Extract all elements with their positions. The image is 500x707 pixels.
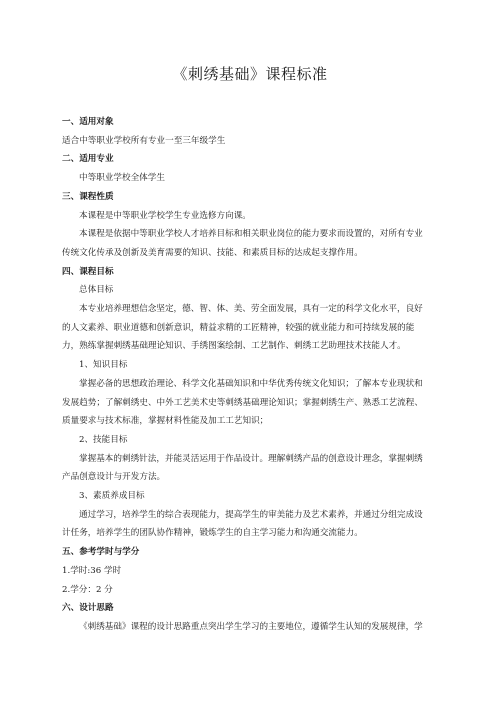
paragraph-line: 本课程是依据中等职业学校人才培养目标和相关职业岗位的能力要求而设置的，对所有专业 [79,229,423,240]
paragraph-line: 掌握基本的刺绣针法，并能灵活运用于作品设计。理解刺绣产品的创意设计理念，掌握刺绣 [79,453,423,464]
knowledge-goal-label: 1、知识目标 [79,360,128,371]
quality-goal-paragraph [62,506,448,543]
paragraph-line: 本专业培养理想信念坚定，德、智、体、美、劳全面发展，具有一定的科学文化水平，良好 [79,304,423,315]
overall-goal-label: 总体目标 [79,285,114,296]
paragraph-line: 质量要求与技术标准，掌握材料性能及加工工艺知识； [62,416,269,427]
skill-goal-paragraph [62,450,448,487]
section-heading-applicable-object: 一、适用对象 [62,117,114,127]
paragraph-line: 发展趋势；了解刺绣史、中外工艺美术史等刺绣基础理论知识；掌握刺绣生产、熟悉工艺流程、 [62,397,423,408]
section-heading-applicable-major: 二、适用专业 [62,154,114,165]
course-nature-paragraph-1: 本课程是中等职业学校学生专业选修方向课。 [79,210,251,221]
document-body [62,113,448,637]
paragraph-line: 《刺绣基础》课程的设计思路重点突出学生学习的主要地位，遵循学生认知的发展规律，学 [79,621,423,632]
section-heading-hours-credits: 五、参考学时与学分 [62,547,140,558]
overall-goal-paragraph [62,300,448,356]
paragraph-line: 掌握必备的思想政治理论、科学文化基础知识和中华优秀传统文化知识；了解本专业现状和 [79,378,423,389]
paragraph-line: 力，熟练掌握刺绣基础理论知识、手绣图案绘制、工艺制作、刺绣工艺助理技术技能人才。 [62,341,406,352]
section-text-applicable-object: 适合中等职业学校所有专业一至三年级学生 [62,135,226,146]
knowledge-goal-paragraph [62,375,448,431]
credits-item: 2.学分：2 分 [62,584,113,595]
section-heading-course-goals: 四、课程目标 [62,266,114,277]
paragraph-line: 产品创意设计与开发方法。 [62,472,166,483]
section-heading-design-idea: 六、设计思路 [62,603,114,614]
paragraph-line: 通过学习，培养学生的综合表现能力，提高学生的审美能力及艺术素养，并通过分组完成设 [79,509,423,520]
quality-goal-label: 3、素质养成目标 [79,491,145,502]
hours-item: 1.学时:36 学时 [62,565,122,576]
paragraph-line: 计任务，培养学生的团队协作精神，锻炼学生的自主学习能力和沟通交流能力。 [62,528,363,539]
section-text-applicable-major: 中等职业学校全体学生 [79,173,165,184]
section-heading-course-nature: 三、课程性质 [62,191,114,202]
paragraph-line: 传统文化传承及创新及美育需要的知识、技能、和素质目标的达成起支撑作用。 [62,247,363,258]
skill-goal-label: 2、技能目标 [79,434,128,445]
design-idea-paragraph [62,618,448,637]
paragraph-line: 的人文素养、职业道德和创新意识，精益求精的工匠精神，较强的就业能力和可持续发展的能 [62,322,415,333]
page-title: 《刺绣基础》课程标准 [172,65,328,83]
course-nature-paragraph-2 [62,225,448,262]
